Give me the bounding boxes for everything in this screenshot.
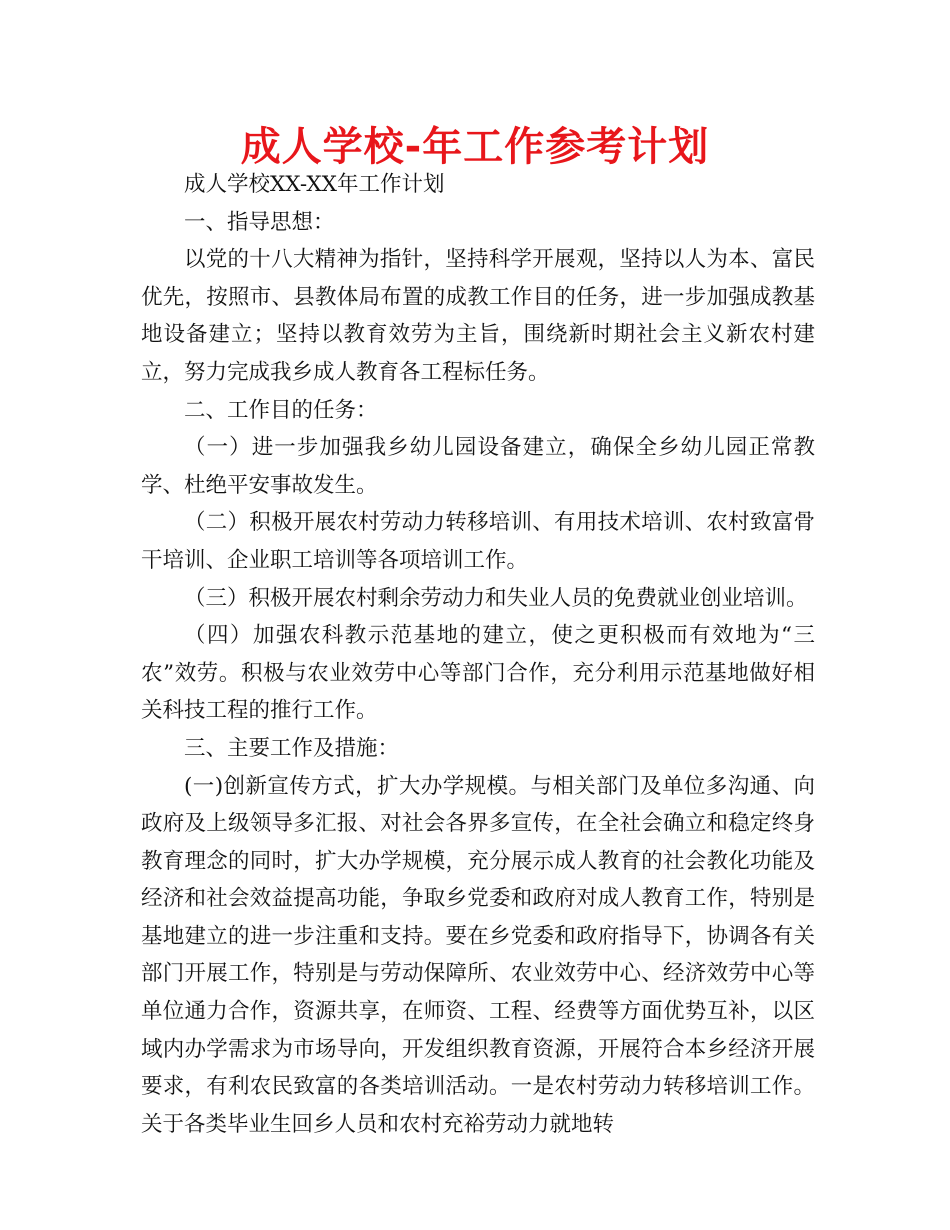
goal-item-3: （三）积极开展农村剩余劳动力和失业人员的免费就业创业培训。 bbox=[184, 585, 808, 611]
section-heading-goals: 二、工作目的任务： bbox=[184, 397, 378, 423]
plan-heading: 成人学校XX-XX年工作计划 bbox=[184, 172, 445, 197]
body-paragraph: 以党的十八大精神为指针，坚持科学开展观，坚持以人为本、富民优先，按照市、县教体局布置的成教工作目的任务，进一步加强成教基地设备建立；坚持以教育效劳为主旨，围绕新时期社会主义新农村建立，努力完成我乡成人教育各工程标任务。 bbox=[141, 247, 815, 385]
goal-item-1: （一）进一步加强我乡幼儿园设备建立，确保全乡幼儿园正常教学、杜绝平安事故发生。 bbox=[141, 435, 815, 498]
goal-item-4: （四）加强农科教示范基地的建立，使之更积极而有效地为“三农”效劳。积极与农业效劳中心等部门合作，充分利用示范基地做好相关科技工程的推行工作。 bbox=[141, 623, 815, 724]
measure-item-1: (一)创新宣传方式，扩大办学规模。与相关部门及单位多沟通、向政府及上级领导多汇报、对社会各界多宣传，在全社会确立和稳定终身教育理念的同时，扩大办学规模，充分展示成人教育的社会教化功能及经济和社会效益提高功能，争取乡党委和政府对成人教育工作，特别是基地建立的进一步注重和支持。要在乡党委和政府指导下，协调各有关部门开展工作，特别是与劳动保障所、农业效劳中心、经济效劳中心等单位通力合作，资源共享，在师资、工程、经费等方面优势互补，以区域内办学需求为市场导向，开发组织教育资源，开展符合本乡经济开展要求，有利农民致富的各类培训活动。一是农村劳动力转移培训工作。关于各类毕业生回乡人员和农村充裕劳动力就地转 bbox=[141, 773, 815, 1137]
goal-item-2: （二）积极开展农村劳动力转移培训、有用技术培训、农村致富骨干培训、企业职工培训等各项培训工作。 bbox=[141, 510, 815, 573]
section-heading-measures: 三、主要工作及措施： bbox=[184, 735, 400, 761]
document-title: 成人学校-年工作参考计划 bbox=[240, 124, 710, 170]
section-heading-guiding-ideology: 一、指导思想： bbox=[184, 209, 335, 235]
document-body bbox=[141, 166, 815, 1143]
